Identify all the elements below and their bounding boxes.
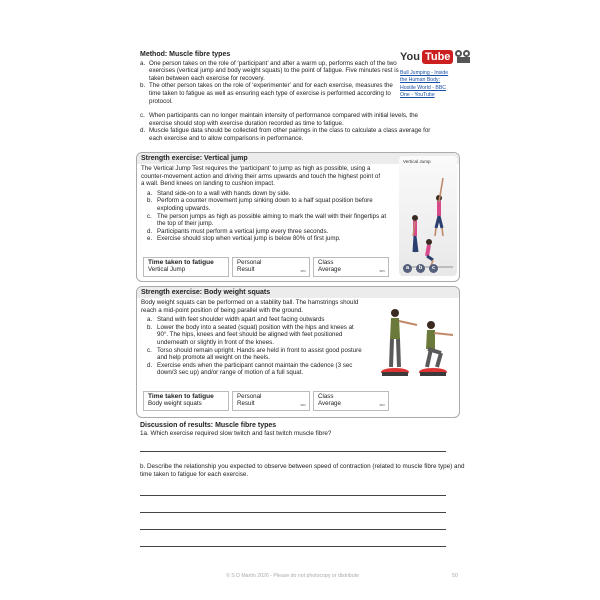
method-list <box>140 60 402 106</box>
step-marker: c. <box>147 212 152 220</box>
step-marker: d. <box>147 361 153 369</box>
item-text: One person takes on the role of ‘participant’ and after a warm up, performs each of the two exercises (vertical jump and body weight squats) to the point of fatigue. Five minutes rest is taken between each exercise for recovery. <box>149 59 399 82</box>
method-section-continued <box>140 112 440 142</box>
vertical-jump-image <box>399 156 457 276</box>
squat-person-illustration <box>373 299 457 385</box>
results-label-cell <box>143 257 229 277</box>
step-text: Perform a counter movement jump sinking down to a half squat position before exploding upwards. <box>157 197 373 212</box>
results-label-title: Time taken to fatigue <box>148 259 214 266</box>
personal-result-label-2: Result <box>237 266 255 274</box>
step-text: Participants must perform a vertical jump every three seconds. <box>157 227 329 235</box>
page-number: 50 <box>452 573 458 579</box>
youtube-video-link[interactable]: Bull Jumping - Inside the Human Body: Hostile World - BBC One - YouTube <box>400 70 449 99</box>
step-item <box>147 213 393 228</box>
vertical-jump-title: Strength exercise: Vertical jump <box>137 153 459 164</box>
item-marker: d. <box>140 127 146 135</box>
method-title: Method: Muscle fibre types <box>140 51 231 58</box>
copyright-footer: © S D Martin 2026 - Please do not photocopy or distribute <box>226 573 360 579</box>
unit-label: sec <box>379 268 385 273</box>
step-item <box>147 347 363 362</box>
item-text: When participants can no longer maintain intensity of performance compared with initial levels, the exercise should stop with exercise duration recorded as time to fatigue. <box>149 112 418 127</box>
results-label-exercise: Vertical Jump <box>148 266 186 274</box>
vertical-jump-image-label: Vertical Jump <box>403 159 431 164</box>
method-section <box>140 51 402 105</box>
method-item <box>140 82 402 105</box>
answer-line-1b-2[interactable] <box>140 512 446 513</box>
step-marker: a. <box>147 316 153 324</box>
personal-result-label: Personal <box>237 393 262 400</box>
step-text: Lower the body into a seated (squat) position with the hips and knees at 90°. The hips, knees and feet should be aligned with feet positioned underneath or slightly in front of the knees. <box>157 323 354 346</box>
step-item <box>147 316 363 324</box>
squats-title: Strength exercise: Body weight squats <box>137 287 459 298</box>
film-reel-icon <box>455 50 470 64</box>
question-1a: 1a. Which exercise required slow twitch and fast twitch muscle fibre? <box>140 429 332 437</box>
vertical-jump-box <box>136 152 460 282</box>
vertical-jump-results-table <box>143 257 389 277</box>
item-text: Muscle fatigue data should be collected from other pairings in the class to calculate a class average for each exercise and to allow comparisons in performance. <box>149 127 431 142</box>
youtube-logo-you: You <box>400 51 420 63</box>
step-text: Torso should remain upright. Hands are held in front to assist good posture and help promote all weight on the heels. <box>157 346 362 362</box>
jumping-person-illustration <box>399 156 457 276</box>
step-marker: a. <box>147 189 153 197</box>
step-text: Stand with feet shoulder width apart and feet facing outwards <box>157 316 325 324</box>
class-average-field[interactable] <box>313 391 389 411</box>
step-text: Exercise should stop when vertical jump is below 80% of first jump. <box>157 235 341 243</box>
stage-label-a: a <box>403 264 412 273</box>
youtube-panel <box>400 46 470 100</box>
unit-label: sec <box>300 268 306 273</box>
step-text: The person jumps as high as possible aiming to mark the wall with their fingertips at the top of their jump. <box>157 212 387 228</box>
class-average-field[interactable] <box>313 257 389 277</box>
item-marker: a. <box>140 59 146 67</box>
answer-line-1b-3[interactable] <box>140 529 446 530</box>
squats-steps <box>137 314 367 377</box>
personal-result-field[interactable] <box>232 391 310 411</box>
results-label-title: Time taken to fatigue <box>148 393 214 400</box>
youtube-logo-tube: Tube <box>422 50 453 64</box>
step-marker: e. <box>147 235 153 243</box>
stage-label-b: b <box>416 264 425 273</box>
method-list-continued <box>140 112 440 142</box>
step-item <box>147 324 363 347</box>
step-marker: b. <box>147 323 153 331</box>
answer-line-1a[interactable] <box>140 451 446 452</box>
vertical-jump-intro: The Vertical Jump Test requires the ‘participant’ to jump as high as possible, using a counter-movement action and driving their arms upwards and touch the highest point of a wall. Bend knees on landing to cushion impact. <box>141 165 381 188</box>
stage-labels <box>403 264 438 273</box>
personal-result-label-2: Result <box>237 400 255 408</box>
item-marker: b. <box>140 82 146 90</box>
answer-line-1b-1[interactable] <box>140 495 446 496</box>
personal-result-label: Personal <box>237 259 262 266</box>
class-average-label: Class <box>318 259 334 266</box>
results-label-exercise: Body weight squats <box>148 400 202 408</box>
squats-intro: Body weight squats can be performed on a stability ball. The hamstrings should reach a mid-point position of being parallel with the ground. <box>141 299 359 314</box>
step-item <box>147 228 393 236</box>
step-item <box>147 190 393 198</box>
step-marker: d. <box>147 227 153 235</box>
squats-results-table <box>143 391 389 411</box>
question-1b: b. Describe the relationship you expected to observe between speed of contraction (related to muscle fibre type) and time taken to fatigue for each exercise. <box>140 463 465 478</box>
item-text: The other person takes on the role of ‘experimenter’ and for each exercise, measures the time taken to fatigue as well as ensuring each type of exercise is performed according to protocol. <box>149 82 393 105</box>
method-item <box>140 112 440 127</box>
step-item <box>147 197 393 212</box>
class-average-label-2: Average <box>318 400 341 408</box>
step-item <box>147 362 363 377</box>
step-text: Exercise ends when the participant cannot maintain the cadence (3 sec down/3 sec up) and/or range of motion of a full squat. <box>157 361 353 377</box>
step-text: Stand side-on to a wall with hands down by side. <box>157 189 291 197</box>
stage-label-c: c <box>429 264 438 273</box>
step-marker: b. <box>147 197 153 205</box>
unit-label: sec <box>379 402 385 407</box>
step-marker: c. <box>147 346 152 354</box>
method-item <box>140 127 440 142</box>
unit-label: sec <box>300 402 306 407</box>
discussion-title: Discussion of results: Muscle fibre types <box>140 422 277 429</box>
discussion-section <box>140 422 470 438</box>
class-average-label: Class <box>318 393 334 400</box>
class-average-label-2: Average <box>318 266 341 274</box>
vertical-jump-steps <box>137 188 397 243</box>
method-item <box>140 60 402 83</box>
answer-line-1b-4[interactable] <box>140 546 446 547</box>
squats-box <box>136 286 460 418</box>
results-label-cell <box>143 391 229 411</box>
youtube-logo[interactable] <box>400 46 470 68</box>
item-marker: c. <box>140 112 145 119</box>
step-item <box>147 235 393 243</box>
personal-result-field[interactable] <box>232 257 310 277</box>
